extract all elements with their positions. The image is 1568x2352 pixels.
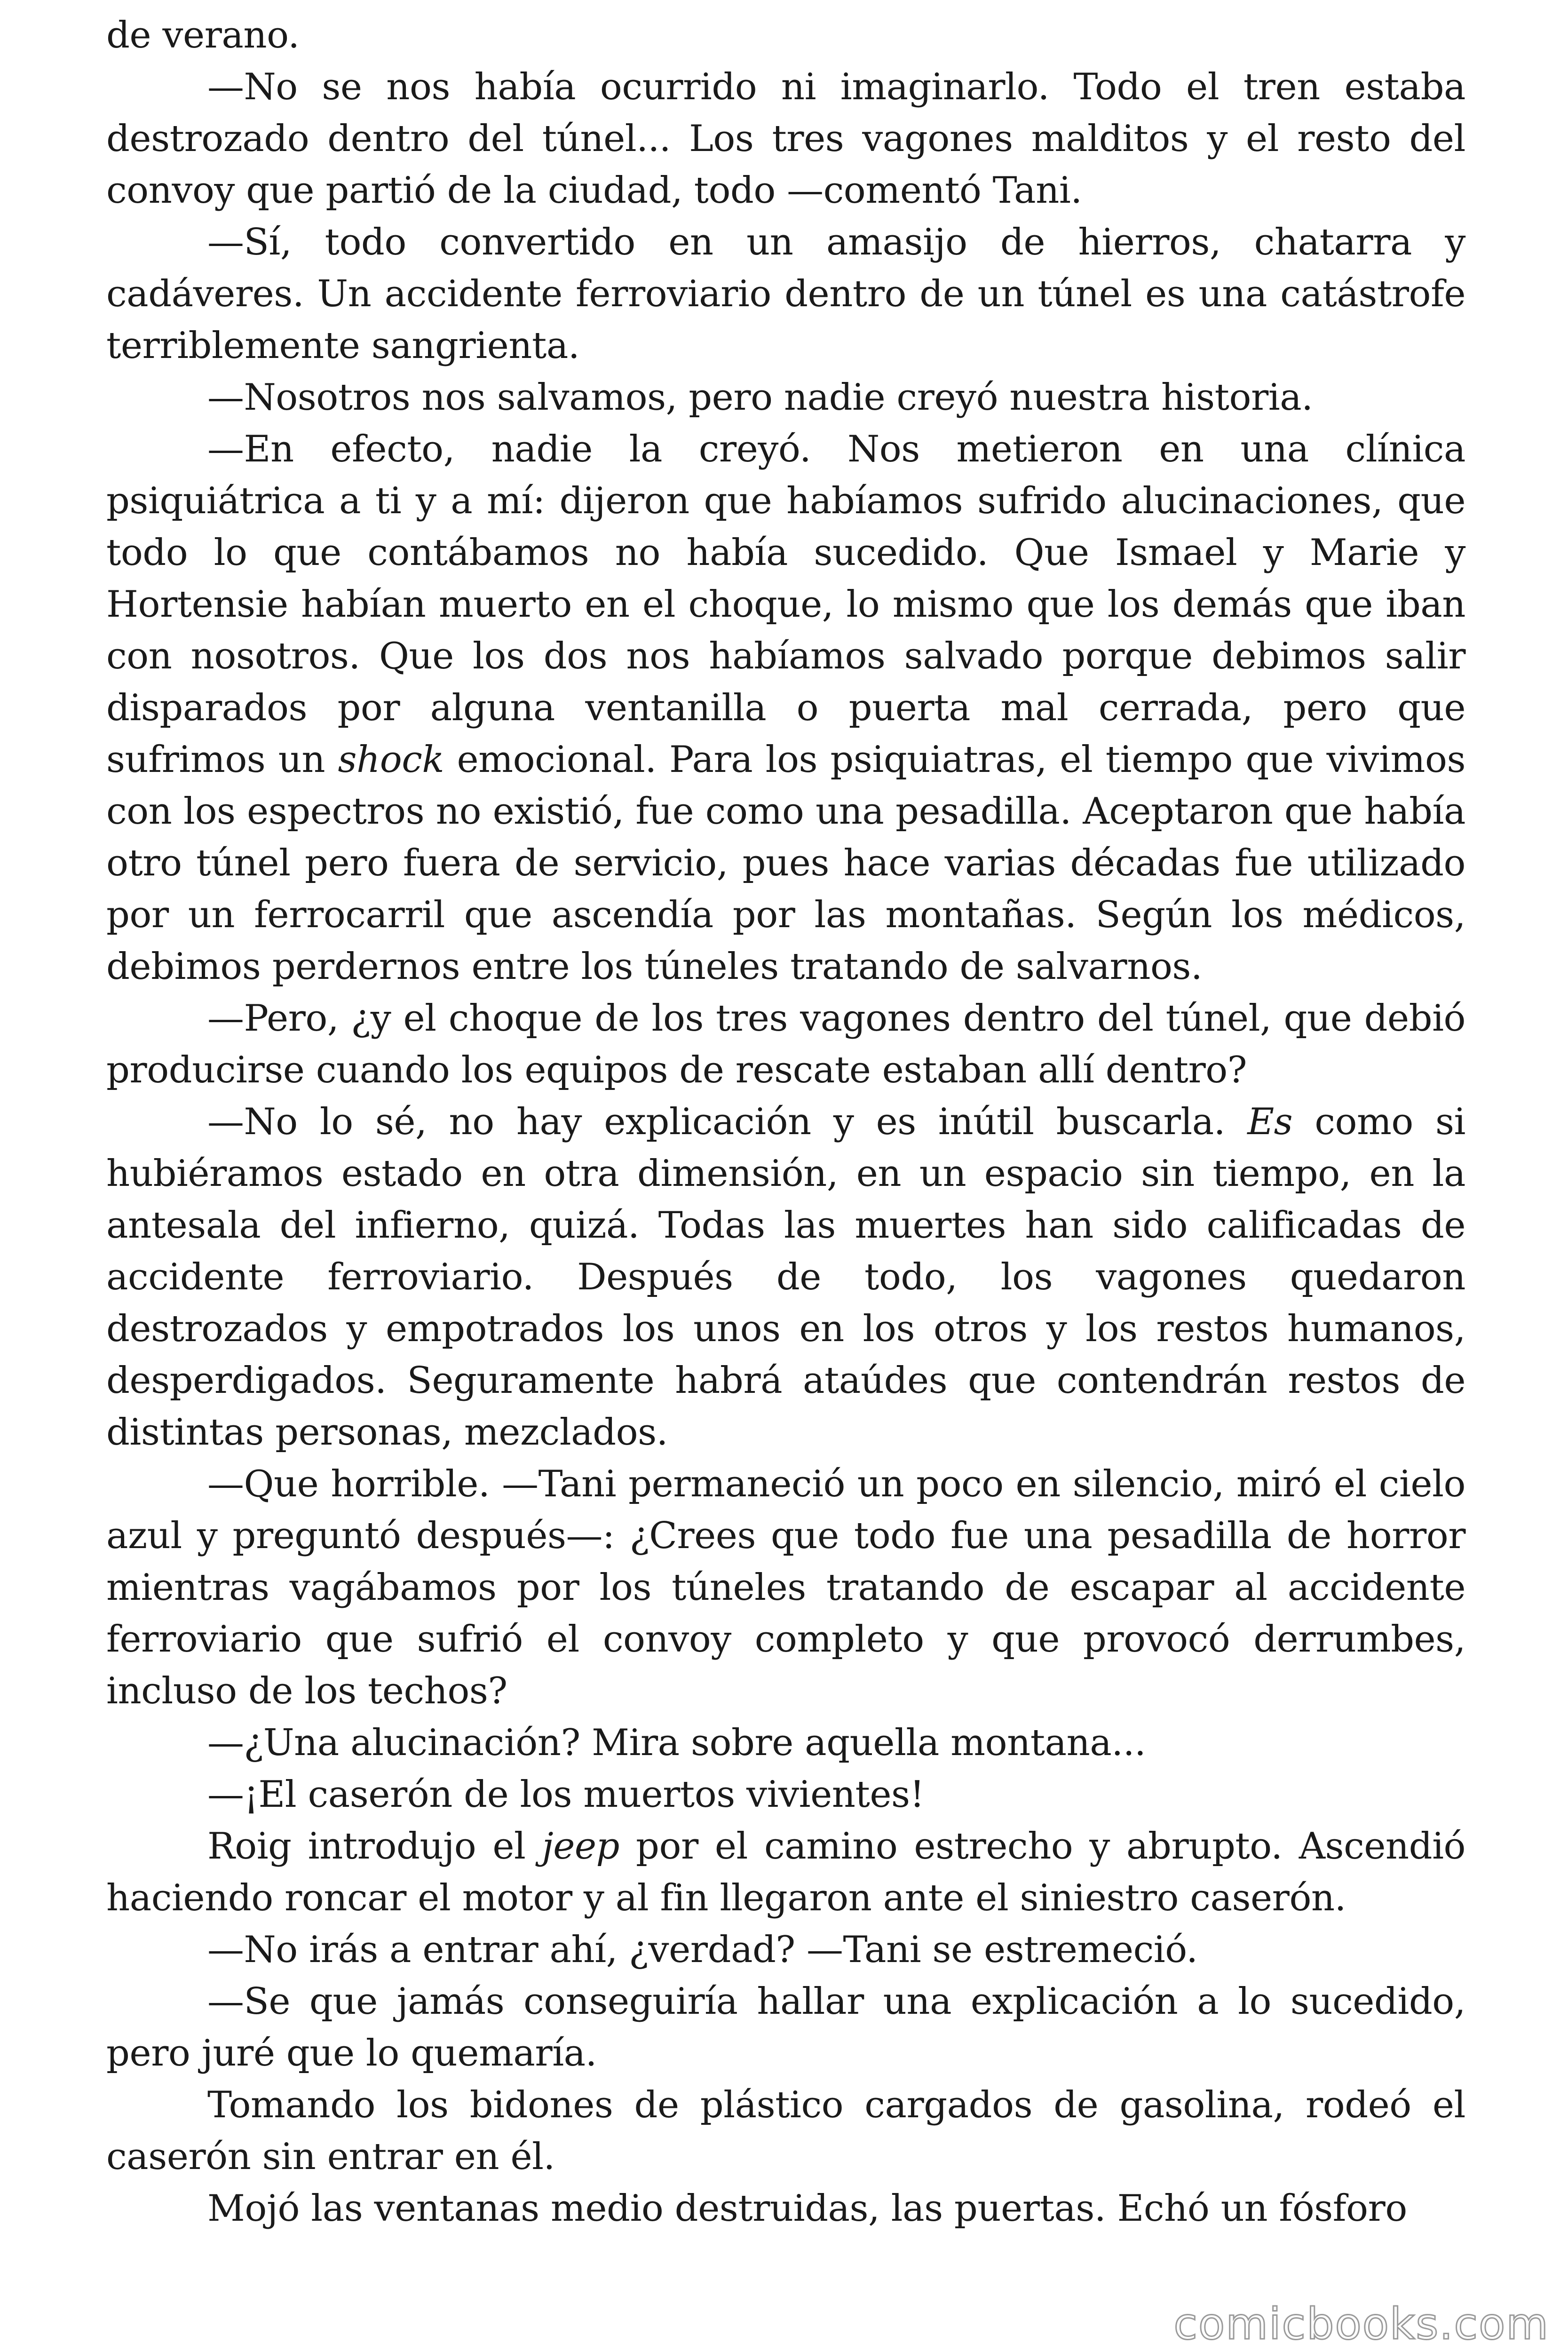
text-segment: Roig introdujo el bbox=[207, 1825, 542, 1867]
paragraph bbox=[106, 2079, 1465, 2183]
paragraph bbox=[106, 1769, 1465, 1820]
text-segment: de verano. bbox=[106, 14, 300, 56]
paragraph bbox=[106, 1924, 1465, 1976]
paragraph bbox=[106, 1458, 1465, 1717]
italic-text: shock bbox=[338, 739, 444, 781]
text-segment: Mojó las ventanas medio destruidas, las puertas. Echó un fósforo bbox=[207, 2187, 1407, 2230]
text-segment: —Pero, ¿y el choque de los tres vagones dentro del túnel, que debió producirse cuando los equipos de rescate estaban allí dentro? bbox=[106, 997, 1465, 1091]
text-segment: —En efecto, nadie la creyó. Nos metieron en una clínica psiquiátrica a ti y a mí: dijeron que habíamos sufrido alucinaciones, que todo lo que contábamos no había sucedido. Que Ismael y Marie y Hortensie habían muerto en el choque, lo mismo que los demás que iban con nosotros. Que los dos nos habíamos salvado porque debimos salir disparados por alguna ventanilla o puerta mal cerrada, pero que sufrimos un bbox=[106, 428, 1465, 781]
paragraph bbox=[106, 993, 1465, 1096]
paragraph bbox=[106, 2183, 1465, 2234]
paragraph bbox=[106, 423, 1465, 993]
paragraph bbox=[106, 1820, 1465, 1924]
text-segment: —¿Una alucinación? Mira sobre aquella montana... bbox=[207, 1722, 1146, 1764]
italic-text: Es bbox=[1247, 1101, 1293, 1143]
book-page-body bbox=[106, 9, 1465, 2234]
text-segment: —Sí, todo convertido en un amasijo de hierros, chatarra y cadáveres. Un accidente ferroviario dentro de un túnel es una catástrofe terriblemente sangrienta. bbox=[106, 221, 1465, 367]
paragraph bbox=[106, 1717, 1465, 1769]
italic-text: jeep bbox=[542, 1825, 619, 1867]
text-segment: como si hubiéramos estado en otra dimensión, en un espacio sin tiempo, en la antesala del infierno, quizá. Todas las muertes han sido calificadas de accidente ferroviario. Después de todo, los vagones quedaron destrozados y empotrados los unos en los otros y los restos humanos, desperdigados. Seguramente habrá ataúdes que contendrán restos de distintas personas, mezclados. bbox=[106, 1101, 1465, 1454]
paragraph bbox=[106, 216, 1465, 372]
text-segment: —Nosotros nos salvamos, pero nadie creyó nuestra historia. bbox=[207, 376, 1313, 419]
text-segment: —No irás a entrar ahí, ¿verdad? —Tani se estremeció. bbox=[207, 1929, 1198, 1971]
paragraph bbox=[106, 61, 1465, 216]
text-segment: —No se nos había ocurrido ni imaginarlo. Todo el tren estaba destrozado dentro del túnel... Los tres vagones malditos y el resto del convoy que partió de la ciudad, todo —comentó Tani. bbox=[106, 66, 1465, 212]
text-segment: emocional. Para los psiquiatras, el tiempo que vivimos con los espectros no existió, fue como una pesadilla. Aceptaron que había otro túnel pero fuera de servicio, pues hace varias décadas fue utilizado por un ferrocarril que ascendía por las montañas. Según los médicos, debimos perdernos entre los túneles tratando de salvarnos. bbox=[106, 739, 1465, 988]
paragraph bbox=[106, 9, 1465, 61]
paragraph bbox=[106, 1976, 1465, 2079]
text-segment: —Que horrible. —Tani permaneció un poco en silencio, miró el cielo azul y preguntó después—: ¿Crees que todo fue una pesadilla de horror mientras vagábamos por los túneles tratando de escapar al accidente ferroviario que sufrió el convoy completo y que provocó derrumbes, incluso de los techos? bbox=[106, 1463, 1465, 1712]
text-segment: Tomando los bidones de plástico cargados de gasolina, rodeó el caserón sin entrar en él. bbox=[106, 2084, 1465, 2178]
text-segment: —No lo sé, no hay explicación y es inútil buscarla. bbox=[207, 1101, 1248, 1143]
paragraph bbox=[106, 372, 1465, 423]
paragraph bbox=[106, 1096, 1465, 1458]
text-segment: —Se que jamás conseguiría hallar una explicación a lo sucedido, pero juré que lo quemaría. bbox=[106, 1980, 1465, 2074]
text-segment: por el camino estrecho y abrupto. Ascendió haciendo roncar el motor y al fin llegaron ante el siniestro caserón. bbox=[106, 1825, 1465, 1919]
text-segment: —¡El caserón de los muertos vivientes! bbox=[207, 1773, 925, 1816]
watermark: comicbooks.com bbox=[1173, 2299, 1549, 2349]
